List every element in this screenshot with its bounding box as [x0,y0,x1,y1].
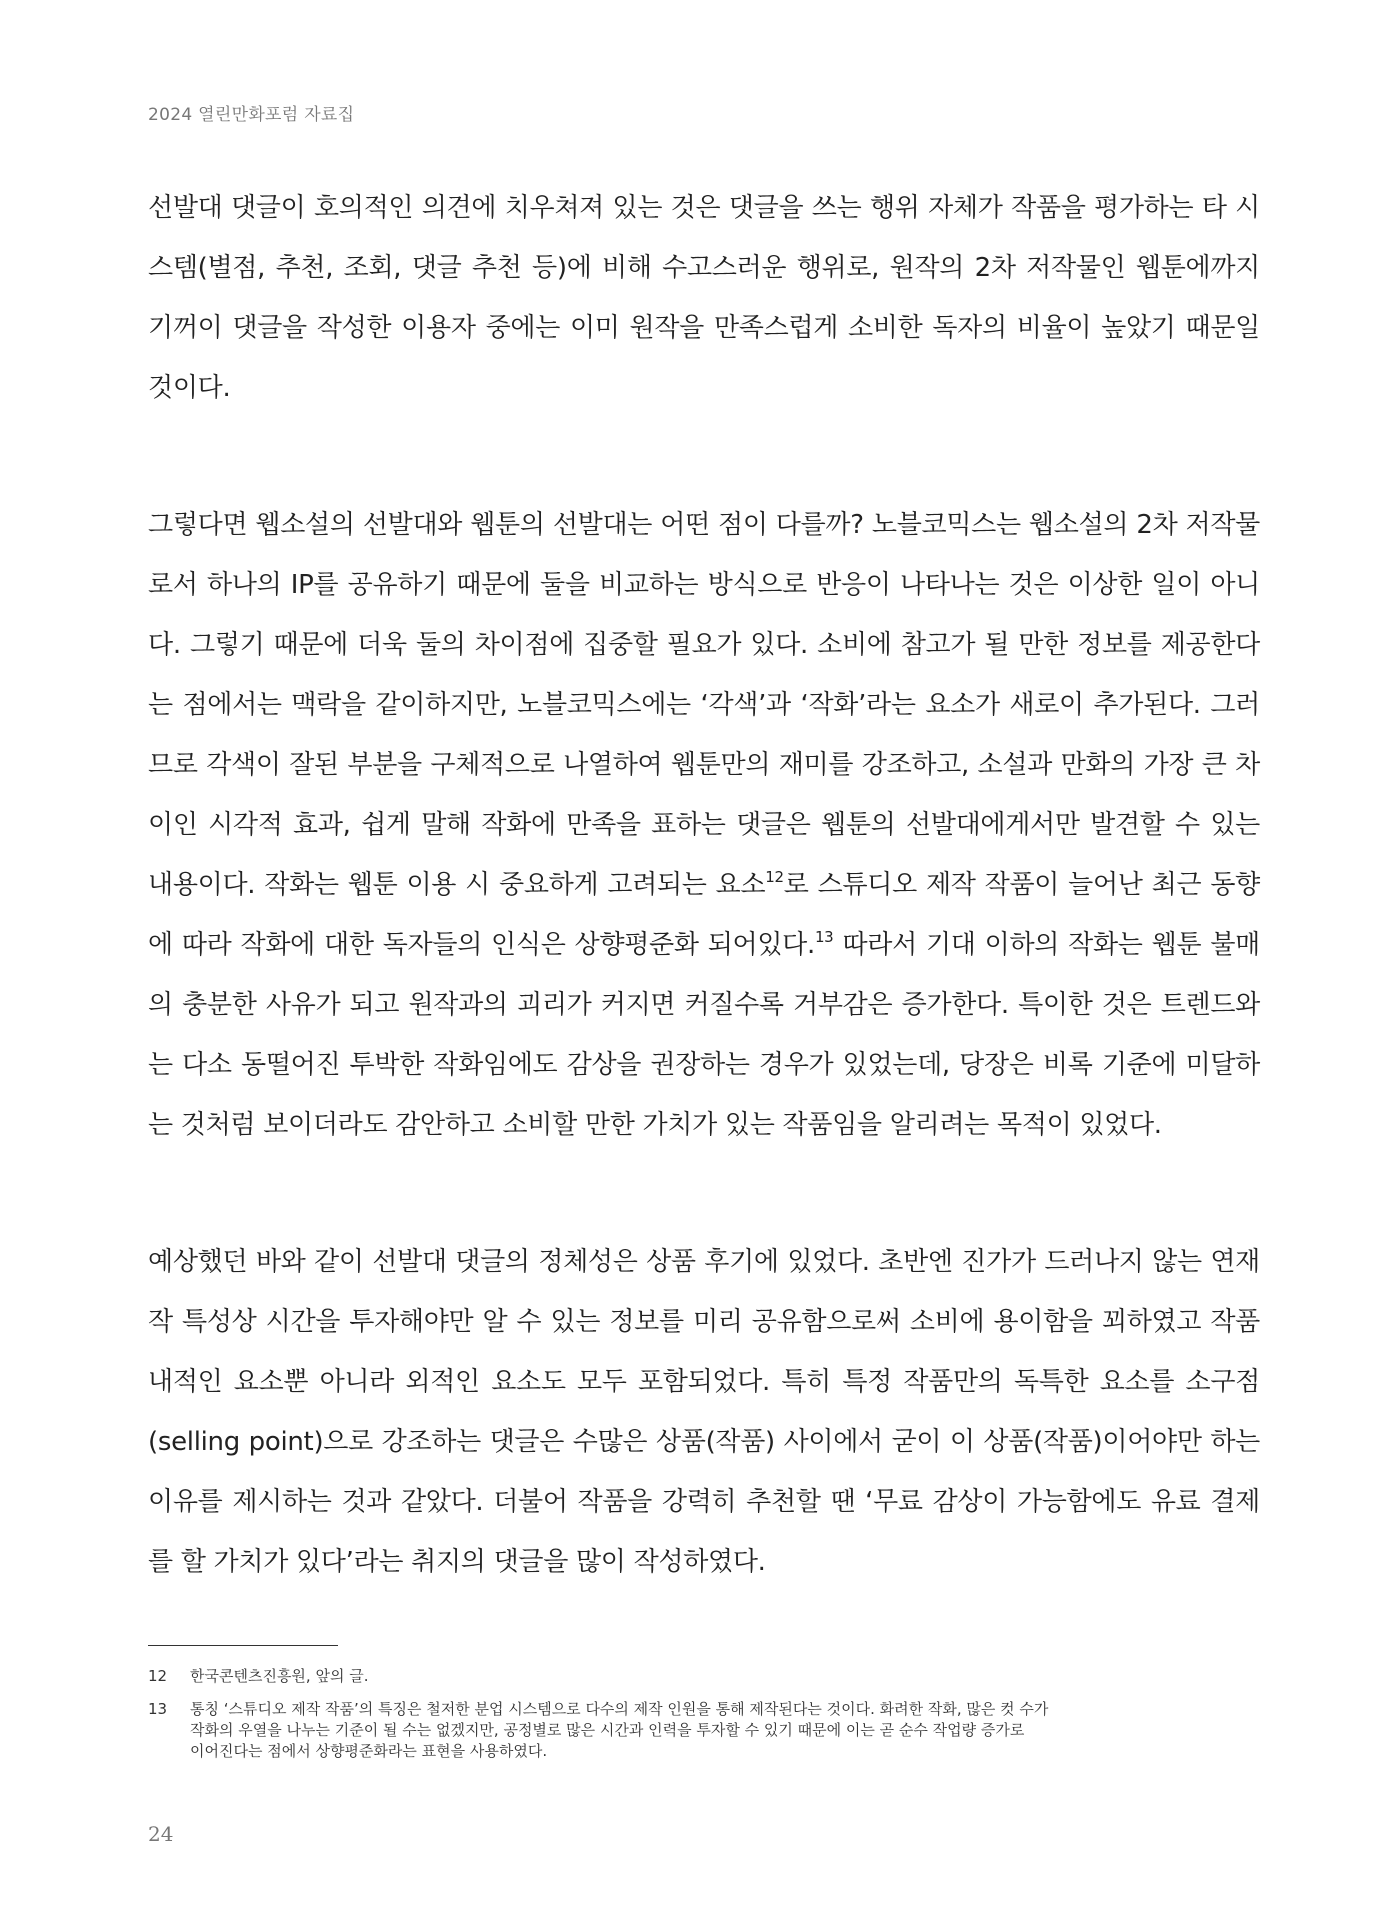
footnote-text [190,1699,1268,1762]
footnote-divider [148,1645,338,1646]
paragraph-1: 선발대 댓글이 호의적인 의견에 치우쳐져 있는 것은 댓글을 쓰는 행위 자체가 작품을 평가하는 타 시스템(별점, 추천, 조회, 댓글 추천 등)에 비해 수고스러운 행위로, 원작의 2차 저작물인 웹툰에까지 기꺼이 댓글을 작성한 이용자 중에는 이미 원작을 만족스럽게 소비한 독자의 비율이 높았기 때문일 것이다. [148,193,1260,403]
paragraph-2-part-1: 그렇다면 웹소설의 선발대와 웹툰의 선발대는 어떤 점이 다를까? 노블코믹스는 웹소설의 2차 저작물로서 하나의 IP를 공유하기 때문에 둘을 비교하는 방식으로 반응이 나타나는 것은 이상한 일이 아니다. 그렇기 때문에 더욱 둘의 차이점에 집중할 필요가 있다. 소비에 참고가 될 만한 정보를 제공한다는 점에서는 맥락을 같이하지만, 노블코믹스에는 ‘각색’과 ‘작화’라는 요소가 새로이 추가된다. 그러므로 각색이 잘된 부분을 구체적으로 나열하여 웹툰만의 재미를 강조하고, 소설과 만화의 가장 큰 차이인 시각적 효과, 쉽게 말해 작화에 만족을 표하는 댓글은 웹툰의 선발대에게서만 발견할 수 있는 내용이다. 작화는 웹툰 이용 시 중요하게 고려되는 요소 [148,510,1260,900]
footnote-13 [148,1699,1268,1762]
footnote-ref-13: 13 [814,928,834,946]
footnote-line: 통칭 ‘스튜디오 제작 작품’의 특징은 철저한 분업 시스템으로 다수의 제작 인원을 통해 제작된다는 것이다. 화려한 작화, 많은 컷 수가 [190,1700,1049,1718]
footnote-text [190,1666,1268,1687]
footnote-number: 13 [148,1700,168,1718]
paragraph-2 [148,495,1260,1155]
body-text [148,178,1260,1669]
footnote-12 [148,1666,1268,1687]
paragraph-2-part-2: 로 스튜디오 제작 작품이 늘어난 최근 동향에 따라 작화에 대한 독자들의 인식은 상향평준화 되어있다. [148,870,1260,960]
paragraph-3: 예상했던 바와 같이 선발대 댓글의 정체성은 상품 후기에 있었다. 초반엔 진가가 드러나지 않는 연재작 특성상 시간을 투자해야만 알 수 있는 정보를 미리 공유함으로써 소비에 용이함을 꾀하였고 작품 내적인 요소뿐 아니라 외적인 요소도 모두 포함되었다. 특히 특정 작품만의 독특한 요소를 소구점(selling point)으로 강조하는 댓글은 수많은 상품(작품) 사이에서 굳이 이 상품(작품)이어야만 하는 이유를 제시하는 것과 같았다. 더불어 작품을 강력히 추천할 땐 ‘무료 감상이 가능함에도 유료 결제를 할 가치가 있다’라는 취지의 댓글을 많이 작성하였다. [148,1247,1260,1577]
paragraph-2-part-3: 따라서 기대 이하의 작화는 웹툰 불매의 충분한 사유가 되고 원작과의 괴리가 커지면 커질수록 거부감은 증가한다. 특이한 것은 트렌드와는 다소 동떨어진 투박한 작화임에도 감상을 권장하는 경우가 있었는데, 당장은 비록 기준에 미달하는 것처럼 보이더라도 감안하고 소비할 만한 가치가 있는 작품임을 알리려는 목적이 있었다. [148,930,1260,1140]
footnote-line: 작화의 우열을 나누는 기준이 될 수는 없겠지만, 공정별로 많은 시간과 인력을 투자할 수 있기 때문에 이는 곧 순수 작업량 증가로 [190,1721,1025,1739]
footnote-line: 한국콘텐츠진흥원, 앞의 글. [190,1667,369,1685]
footnotes [148,1666,1268,1774]
footnote-number: 12 [148,1667,168,1685]
footnote-line: 이어진다는 점에서 상향평준화라는 표현을 사용하였다. [190,1742,548,1760]
page-number: 24 [148,1822,174,1846]
running-header: 2024 열린만화포럼 자료집 [148,105,355,125]
footnote-ref-12: 12 [765,868,784,886]
